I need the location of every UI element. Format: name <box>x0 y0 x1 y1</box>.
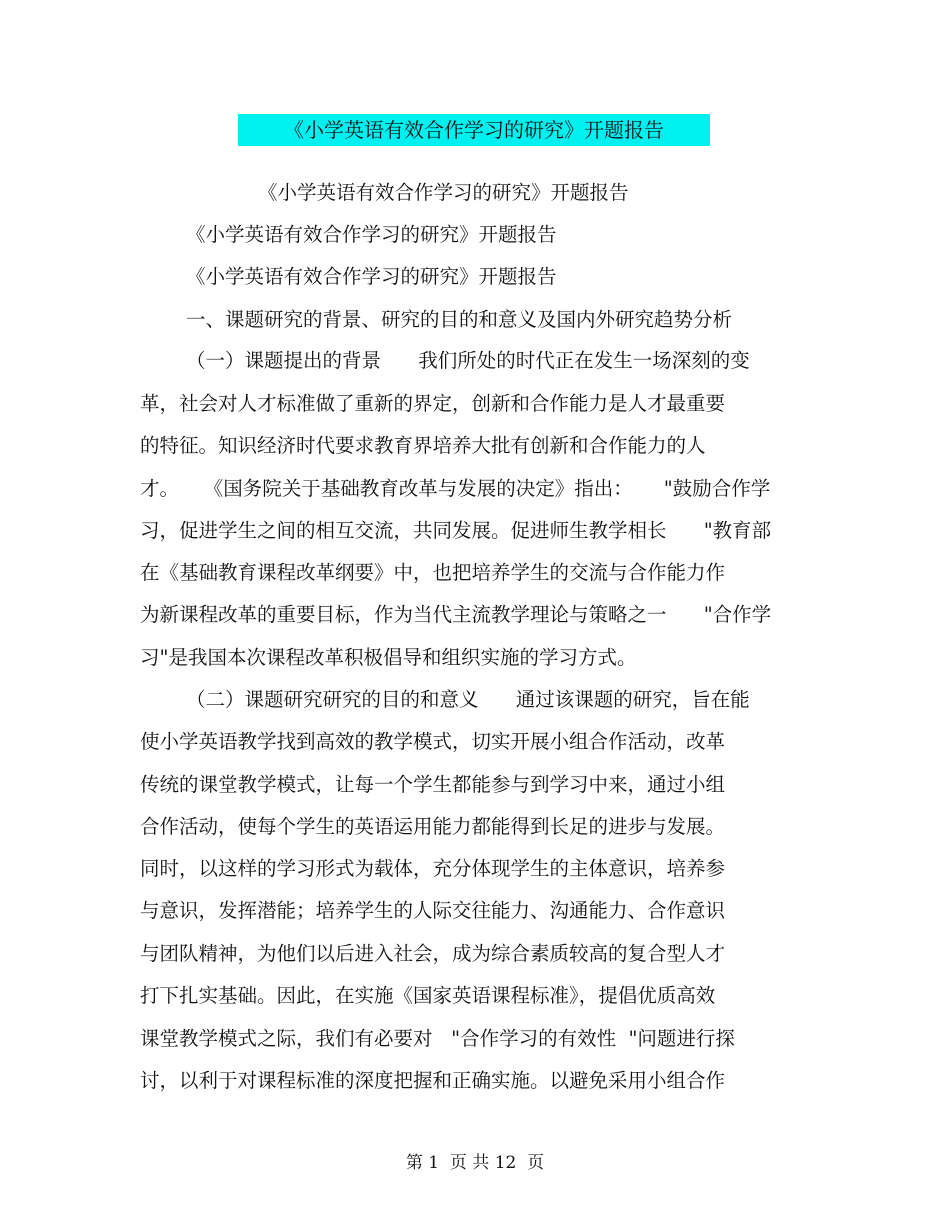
paragraph-line: 讨，以利于对课程标准的深度把握和正确实施。以避免采用小组合作 <box>140 1069 726 1092</box>
paragraph-line: 传统的课堂教学模式，让每一个学生都能参与到学习中来，通过小组 <box>140 773 726 796</box>
paragraph-line: 为新课程改革的重要目标，作为当代主流教学理论与策略之一 "合作学 <box>140 603 772 626</box>
paragraph-line: 课堂教学模式之际，我们有必要对 "合作学习的有效性 "问题进行探 <box>140 1027 735 1050</box>
paragraph-line: 在《基础教育课程改革纲要》中，也把培养学生的交流与合作能力作 <box>140 561 726 584</box>
repeated-title-line: 《小学英语有效合作学习的研究》开题报告 <box>186 223 557 246</box>
paragraph-line: 习"是我国本次课程改革积极倡导和组织实施的学习方式。 <box>140 646 637 669</box>
paragraph-line: 才。 《国务院关于基础教育改革与发展的决定》指出： "鼓励合作学 <box>140 477 771 500</box>
document-title: 《小学英语有效合作学习的研究》开题报告 <box>238 114 710 146</box>
paragraph-line: 合作活动，使每个学生的英语运用能力都能得到长足的进步与发展。 <box>140 815 726 838</box>
paragraph-line: 使小学英语教学找到高效的教学模式，切实开展小组合作活动，改革 <box>140 730 726 753</box>
paragraph-line: （一）课题提出的背景 我们所处的时代正在发生一场深刻的变 <box>186 349 750 372</box>
paragraph-line: 打下扎实基础。因此，在实施《国家英语课程标准》，提倡优质高效 <box>140 984 716 1007</box>
paragraph-line: 与意识，发挥潜能；培养学生的人际交往能力、沟通能力、合作意识 <box>140 899 726 922</box>
paragraph-line: 习，促进学生之间的相互交流，共同发展。促进师生教学相长 "教育部 <box>140 519 772 542</box>
paragraph-line: 革，社会对人才标准做了重新的界定，创新和合作能力是人才最重要 <box>140 392 726 415</box>
repeated-title-line: 《小学英语有效合作学习的研究》开题报告 <box>186 265 557 288</box>
paragraph-line: 的特征。知识经济时代要求教育界培养大批有创新和合作能力的人 <box>140 434 706 457</box>
repeated-title-line: 《小学英语有效合作学习的研究》开题报告 <box>258 181 629 204</box>
page-footer: 第 1 页 共 12 页 <box>405 1153 545 1173</box>
section-heading: 一、课题研究的背景、研究的目的和意义及国内外研究趋势分析 <box>186 308 733 331</box>
paragraph-line: （二）课题研究研究的目的和意义 通过该课题的研究，旨在能 <box>186 688 750 711</box>
paragraph-line: 同时，以这样的学习形式为载体，充分体现学生的主体意识，培养参 <box>140 857 726 880</box>
paragraph-line: 与团队精神，为他们以后进入社会，成为综合素质较高的复合型人才 <box>140 942 726 965</box>
